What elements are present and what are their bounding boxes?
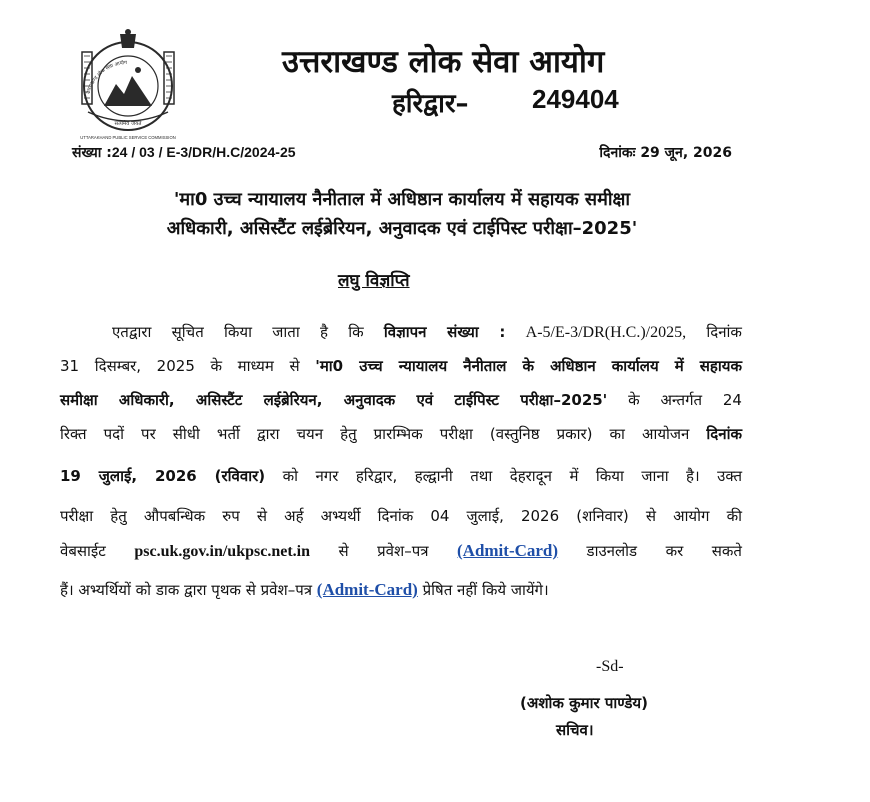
body-line-1: एतद्वारा सूचित किया जाता है कि विज्ञापन संख्या : A-5/E-3/DR(H.C.)/2025, दिनांक (112, 323, 742, 341)
org-city: हरिद्वार– (392, 89, 469, 119)
signatory-designation: सचिव। (556, 721, 594, 739)
body-line-5: 19 जुलाई, 2026 (रविवार) को नगर हरिद्वार, हल्द्वानी तथा देहरादून में किया जाना है। उक्त (60, 467, 742, 485)
website-link[interactable]: psc.uk.gov.in/ukpsc.net.in (134, 543, 310, 560)
reference-label: संख्या : (72, 145, 112, 161)
org-pincode: 249404 (532, 84, 619, 114)
body-line-6: परीक्षा हेतु औपबन्धिक रुप से अर्ह अभ्यर्थी दिनांक 04 जुलाई, 2026 (शनिवार) से आयोग की (60, 507, 742, 525)
logo-arc-text: उत्तराखण्ड लोक सेवा आयोग (85, 59, 128, 95)
org-name: उत्तराखण्ड लोक सेवा आयोग (282, 44, 605, 80)
reference-value: 24 / 03 / E-3/DR/H.C/2024-25 (111, 144, 296, 160)
logo-motto: सत्यमेव जयते (114, 121, 142, 127)
body-line-8: हैं। अभ्यर्थियों को डाक द्वारा पृथक से प्रवेश–पत्र (Admit-Card) प्रेषित नहीं किये जायेंगे। (60, 580, 549, 599)
body-line-4: रिक्त पदों पर सीधी भर्ती द्वारा चयन हेतु प्रारम्भिक परीक्षा (वस्तुनिष्ठ प्रकार) का आयोजन दिनांक (60, 425, 742, 443)
body-line-7: वेबसाईट psc.uk.gov.in/ukpsc.net.in से प्रवेश–पत्र (Admit-Card) डाउनलोड कर सकते (60, 541, 742, 560)
ukpsc-logo (58, 26, 198, 144)
body-line-2: 31 दिसम्बर, 2025 के माध्यम से 'मा0 उच्च न्यायालय नैनीताल के अधिष्ठान कार्यालय में सहायक (60, 357, 742, 375)
exam-title-line-1: 'मा0 उच्च न्यायालय नैनीताल में अधिष्ठान कार्यालय में सहायक समीक्षा (173, 189, 631, 210)
signature-sd: -Sd- (596, 658, 624, 675)
reference-number (72, 143, 296, 162)
logo-caption: UTTARAKHAND PUBLIC SERVICE COMMISSION (80, 135, 176, 140)
signatory-name: (अशोक कुमार पाण्डेय) (520, 694, 648, 712)
exam-title-line-2: अधिकारी, असिस्टैंट लईब्रेरियन, अनुवादक एवं टाईपिस्ट परीक्षा–2025' (166, 218, 638, 239)
notice-heading: लघु विज्ञप्ति (338, 271, 410, 291)
body-line-3: समीक्षा अधिकारी, असिस्टैंट लईब्रेरियन, अनुवादक एवं टाईपिस्ट परीक्षा–2025' के अन्तर्गत 24 (60, 391, 742, 409)
admit-card-link-2[interactable]: (Admit-Card) (316, 580, 418, 599)
notice-date: दिनांकः 29 जून, 2026 (599, 145, 732, 161)
admit-card-link[interactable]: (Admit-Card) (457, 541, 559, 560)
